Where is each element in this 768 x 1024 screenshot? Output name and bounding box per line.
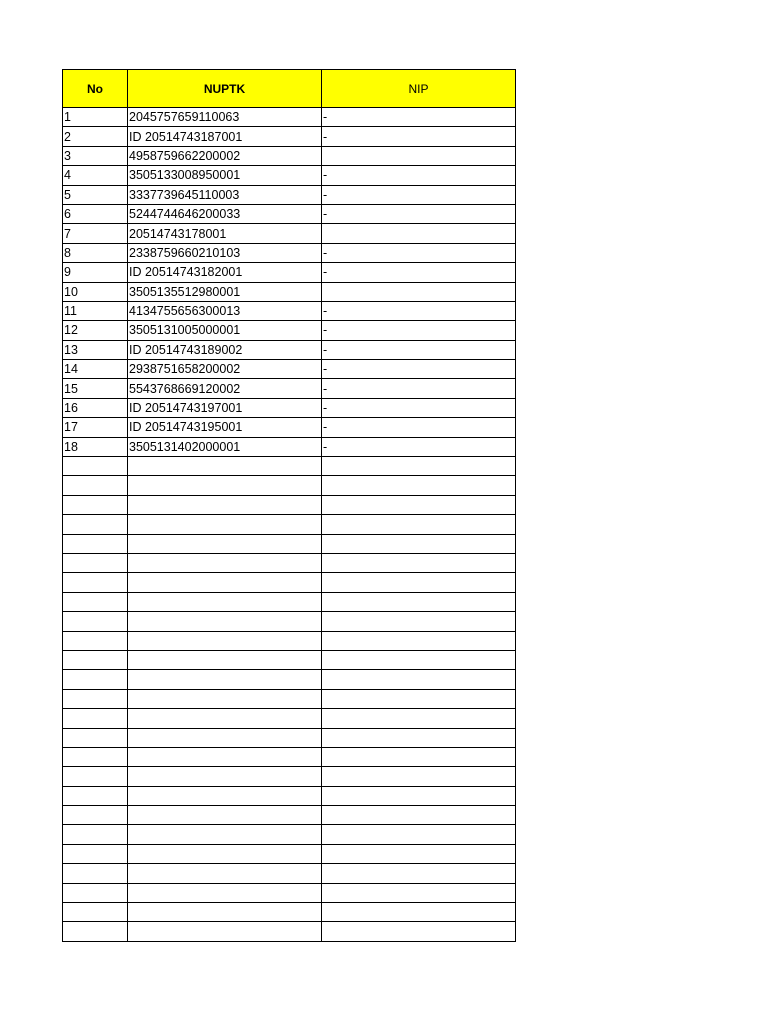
cell-nip[interactable]: - [322, 166, 516, 185]
cell-no[interactable] [63, 864, 128, 883]
cell-nip[interactable] [322, 457, 516, 476]
cell-nuptk[interactable] [128, 592, 322, 611]
cell-nip[interactable] [322, 747, 516, 766]
cell-no[interactable]: 3 [63, 146, 128, 165]
cell-no[interactable] [63, 786, 128, 805]
table-row [63, 670, 516, 689]
cell-no[interactable]: 5 [63, 185, 128, 204]
cell-nuptk[interactable] [128, 534, 322, 553]
cell-no[interactable]: 4 [63, 166, 128, 185]
cell-no[interactable] [63, 612, 128, 631]
cell-no[interactable] [63, 573, 128, 592]
cell-nuptk[interactable] [128, 883, 322, 902]
table-row [63, 204, 516, 223]
cell-no[interactable] [63, 728, 128, 747]
cell-nuptk[interactable] [128, 767, 322, 786]
table-row [63, 437, 516, 456]
header-nip[interactable]: NIP [322, 70, 516, 108]
cell-nuptk[interactable] [128, 728, 322, 747]
table-row [63, 301, 516, 320]
cell-nip[interactable]: - [322, 360, 516, 379]
cell-nip[interactable] [322, 476, 516, 495]
table-row [63, 883, 516, 902]
cell-nuptk[interactable] [128, 903, 322, 922]
cell-nuptk[interactable]: ID 20514743189002 [128, 340, 322, 359]
table-row [63, 728, 516, 747]
cell-nuptk[interactable]: 4134755656300013 [128, 301, 322, 320]
table-row [63, 650, 516, 669]
cell-nip[interactable] [322, 883, 516, 902]
teacher-id-table [62, 69, 516, 942]
cell-nuptk[interactable]: 4958759662200002 [128, 146, 322, 165]
table-row [63, 631, 516, 650]
cell-no[interactable] [63, 806, 128, 825]
cell-nip[interactable] [322, 224, 516, 243]
cell-no[interactable] [63, 495, 128, 514]
cell-nuptk[interactable]: 3337739645110003 [128, 185, 322, 204]
table-row [63, 418, 516, 437]
cell-nip[interactable] [322, 786, 516, 805]
cell-no[interactable]: 18 [63, 437, 128, 456]
header-no[interactable]: No [63, 70, 128, 108]
cell-nip[interactable]: - [322, 418, 516, 437]
cell-nip[interactable] [322, 670, 516, 689]
table-row [63, 903, 516, 922]
cell-nuptk[interactable]: 2938751658200002 [128, 360, 322, 379]
table-row [63, 612, 516, 631]
cell-nip[interactable]: - [322, 263, 516, 282]
table-row [63, 825, 516, 844]
cell-nip[interactable]: - [322, 321, 516, 340]
cell-nuptk[interactable] [128, 689, 322, 708]
cell-nuptk[interactable] [128, 922, 322, 941]
cell-nuptk[interactable]: ID 20514743195001 [128, 418, 322, 437]
cell-no[interactable] [63, 709, 128, 728]
cell-no[interactable] [63, 767, 128, 786]
header-row [63, 70, 516, 108]
table-row [63, 476, 516, 495]
cell-nuptk[interactable] [128, 844, 322, 863]
cell-no[interactable] [63, 747, 128, 766]
cell-nuptk[interactable] [128, 573, 322, 592]
cell-nuptk[interactable]: ID 20514743182001 [128, 263, 322, 282]
cell-nip[interactable] [322, 922, 516, 941]
cell-nuptk[interactable] [128, 864, 322, 883]
table-row [63, 166, 516, 185]
cell-nuptk[interactable] [128, 670, 322, 689]
cell-no[interactable] [63, 844, 128, 863]
cell-nip[interactable] [322, 282, 516, 301]
cell-nip[interactable] [322, 864, 516, 883]
cell-no[interactable]: 17 [63, 418, 128, 437]
table-row [63, 515, 516, 534]
table-row [63, 224, 516, 243]
cell-nip[interactable] [322, 631, 516, 650]
cell-nuptk[interactable] [128, 515, 322, 534]
cell-no[interactable] [63, 631, 128, 650]
cell-no[interactable] [63, 457, 128, 476]
table-row [63, 495, 516, 514]
cell-nip[interactable] [322, 844, 516, 863]
cell-no[interactable] [63, 592, 128, 611]
table-row [63, 806, 516, 825]
cell-no[interactable] [63, 903, 128, 922]
cell-no[interactable]: 15 [63, 379, 128, 398]
cell-nuptk[interactable] [128, 650, 322, 669]
header-nuptk[interactable]: NUPTK [128, 70, 322, 108]
cell-no[interactable] [63, 689, 128, 708]
cell-nuptk[interactable]: 5244744646200033 [128, 204, 322, 223]
cell-nip[interactable]: - [322, 185, 516, 204]
cell-nuptk[interactable]: 3505135512980001 [128, 282, 322, 301]
cell-nuptk[interactable]: 3505131402000001 [128, 437, 322, 456]
cell-nip[interactable]: - [322, 340, 516, 359]
table-row [63, 786, 516, 805]
cell-nip[interactable] [322, 806, 516, 825]
cell-no[interactable]: 12 [63, 321, 128, 340]
cell-nip[interactable]: - [322, 127, 516, 146]
table-row [63, 844, 516, 863]
table-row [63, 360, 516, 379]
cell-nip[interactable] [322, 612, 516, 631]
cell-no[interactable] [63, 650, 128, 669]
cell-no[interactable]: 8 [63, 243, 128, 262]
table-row [63, 379, 516, 398]
table-row [63, 146, 516, 165]
cell-nip[interactable]: - [322, 108, 516, 127]
cell-nuptk[interactable]: 3505133008950001 [128, 166, 322, 185]
cell-nip[interactable]: - [322, 243, 516, 262]
table-row [63, 922, 516, 941]
cell-nip[interactable]: - [322, 379, 516, 398]
table-row [63, 689, 516, 708]
cell-nuptk[interactable]: 5543768669120002 [128, 379, 322, 398]
cell-nuptk[interactable]: 20514743178001 [128, 224, 322, 243]
cell-no[interactable] [63, 534, 128, 553]
cell-no[interactable] [63, 553, 128, 572]
table-row [63, 263, 516, 282]
cell-no[interactable]: 2 [63, 127, 128, 146]
cell-nip[interactable] [322, 689, 516, 708]
table-row [63, 398, 516, 417]
cell-nip[interactable] [322, 903, 516, 922]
cell-no[interactable]: 9 [63, 263, 128, 282]
table-row [63, 767, 516, 786]
cell-no[interactable] [63, 670, 128, 689]
table-row [63, 185, 516, 204]
cell-no[interactable]: 14 [63, 360, 128, 379]
cell-no[interactable]: 1 [63, 108, 128, 127]
table-row [63, 553, 516, 572]
table-row [63, 864, 516, 883]
cell-nuptk[interactable]: 2045757659110063 [128, 108, 322, 127]
cell-nip[interactable] [322, 767, 516, 786]
table-row [63, 709, 516, 728]
cell-nip[interactable] [322, 825, 516, 844]
cell-nuptk[interactable]: 3505131005000001 [128, 321, 322, 340]
cell-no[interactable] [63, 922, 128, 941]
table-row [63, 592, 516, 611]
cell-nuptk[interactable]: 2338759660210103 [128, 243, 322, 262]
table-row [63, 321, 516, 340]
cell-nip[interactable] [322, 534, 516, 553]
cell-nip[interactable] [322, 709, 516, 728]
cell-nip[interactable] [322, 553, 516, 572]
cell-no[interactable]: 10 [63, 282, 128, 301]
cell-no[interactable]: 7 [63, 224, 128, 243]
cell-nip[interactable]: - [322, 398, 516, 417]
cell-nip[interactable]: - [322, 437, 516, 456]
table-row [63, 340, 516, 359]
table-row [63, 282, 516, 301]
cell-nip[interactable] [322, 592, 516, 611]
cell-nuptk[interactable] [128, 709, 322, 728]
cell-nuptk[interactable] [128, 747, 322, 766]
table-row [63, 534, 516, 553]
cell-nip[interactable]: - [322, 301, 516, 320]
cell-no[interactable]: 6 [63, 204, 128, 223]
cell-nuptk[interactable] [128, 553, 322, 572]
table-row [63, 573, 516, 592]
cell-nip[interactable] [322, 515, 516, 534]
spreadsheet [62, 69, 516, 942]
cell-no[interactable]: 16 [63, 398, 128, 417]
cell-no[interactable]: 13 [63, 340, 128, 359]
table-row [63, 108, 516, 127]
cell-nuptk[interactable] [128, 476, 322, 495]
cell-nuptk[interactable] [128, 825, 322, 844]
cell-no[interactable] [63, 515, 128, 534]
cell-nuptk[interactable] [128, 612, 322, 631]
cell-no[interactable] [63, 883, 128, 902]
table-body [63, 108, 516, 942]
cell-nuptk[interactable] [128, 631, 322, 650]
table-row [63, 127, 516, 146]
cell-nip[interactable] [322, 650, 516, 669]
cell-nuptk[interactable]: ID 20514743187001 [128, 127, 322, 146]
cell-nuptk[interactable] [128, 495, 322, 514]
cell-nip[interactable]: - [322, 204, 516, 223]
cell-nuptk[interactable]: ID 20514743197001 [128, 398, 322, 417]
cell-nuptk[interactable] [128, 457, 322, 476]
cell-nip[interactable] [322, 146, 516, 165]
cell-no[interactable] [63, 476, 128, 495]
table-row [63, 243, 516, 262]
cell-no[interactable]: 11 [63, 301, 128, 320]
cell-nip[interactable] [322, 573, 516, 592]
table-row [63, 747, 516, 766]
cell-nip[interactable] [322, 495, 516, 514]
cell-nuptk[interactable] [128, 786, 322, 805]
table-row [63, 457, 516, 476]
cell-no[interactable] [63, 825, 128, 844]
cell-nuptk[interactable] [128, 806, 322, 825]
cell-nip[interactable] [322, 728, 516, 747]
